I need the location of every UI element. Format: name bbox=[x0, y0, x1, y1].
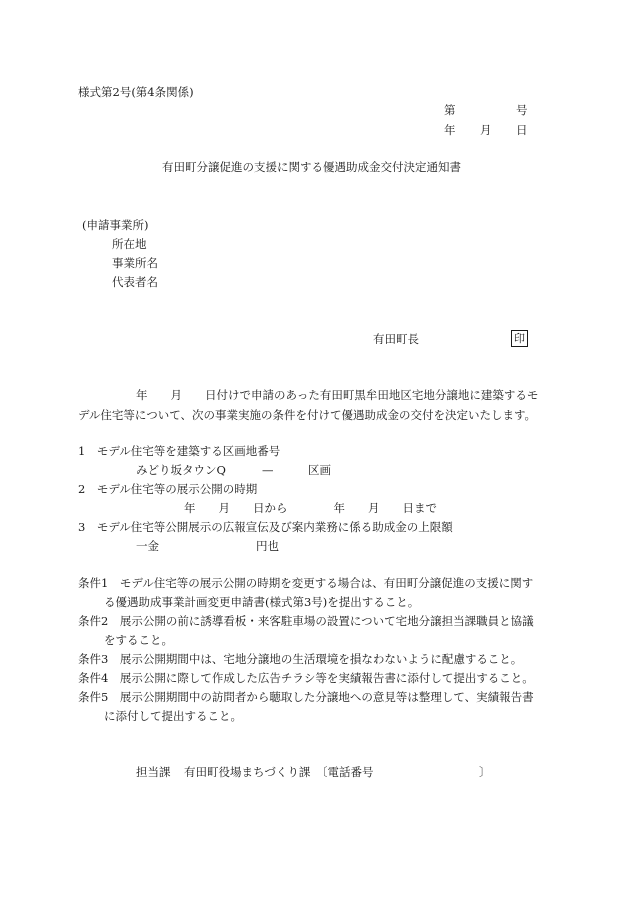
recipient-heading: (申請事業所) bbox=[82, 218, 149, 232]
body-line-1: 年 月 日付けで申請のあった有田町黒牟田地区宅地分譲地に建築するモ bbox=[136, 388, 539, 402]
item-1-label: 1 モデル住宅等を建築する区画地番号 bbox=[78, 444, 281, 458]
condition-2: 条件2 展示公開の前に誘導看板・来客駐車場の設置について宅地分譲担当課職員と協議 bbox=[78, 614, 534, 628]
item-1-value-dash: — bbox=[262, 463, 274, 477]
document-number-suffix: 号 bbox=[516, 103, 528, 117]
condition-3: 条件3 展示公開期間中は、宅地分譲地の生活環境を損なわないように配慮すること。 bbox=[78, 652, 523, 666]
date-month-label: 月 bbox=[480, 123, 492, 137]
body-line-2: デル住宅等について、次の事業実施の条件を付けて優遇助成金の交付を決定いたします。 bbox=[78, 408, 537, 422]
form-number: 様式第2号(第4条関係) bbox=[78, 85, 194, 99]
condition-4: 条件4 展示公開に際して作成した広告チラシ等を実績報告書に添付して提出すること。 bbox=[78, 671, 534, 685]
department-name: 有田町役場まちづくり課 bbox=[184, 765, 311, 779]
item-1-value-unit: 区画 bbox=[308, 463, 331, 477]
date-year-label: 年 bbox=[444, 123, 456, 137]
item-3-value-suffix: 円也 bbox=[256, 539, 279, 553]
condition-2-continued: をすること。 bbox=[104, 633, 173, 647]
condition-5-continued: に添付して提出すること。 bbox=[104, 709, 242, 723]
date-day-label: 日 bbox=[516, 123, 528, 137]
item-2-value: 年 月 日から 年 月 日まで bbox=[184, 501, 437, 515]
condition-1: 条件1 モデル住宅等の展示公開の時期を変更する場合は、有田町分譲促進の支援に関す bbox=[78, 576, 534, 590]
representative-label: 代表者名 bbox=[112, 275, 158, 289]
item-2-label: 2 モデル住宅等の展示公開の時期 bbox=[78, 482, 258, 496]
phone-label: 〔電話番号 bbox=[316, 765, 374, 779]
condition-5: 条件5 展示公開期間中の訪問者から聴取した分譲地への意見等は整理して、実績報告書 bbox=[78, 690, 534, 704]
item-1-value-area: みどり坂タウンQ bbox=[136, 463, 226, 477]
document-number-label: 第 bbox=[444, 103, 456, 117]
item-3-value-prefix: 一金 bbox=[136, 539, 159, 553]
office-name-label: 事業所名 bbox=[112, 256, 158, 270]
document-title: 有田町分譲促進の支援に関する優遇助成金交付決定通知書 bbox=[162, 160, 461, 174]
item-3-label: 3 モデル住宅等公開展示の広報宣伝及び案内業務に係る助成金の上限額 bbox=[78, 520, 453, 534]
address-label: 所在地 bbox=[112, 237, 147, 251]
issuer-name: 有田町長 bbox=[373, 332, 419, 346]
department-label: 担当課 bbox=[136, 765, 171, 779]
phone-close-bracket: 〕 bbox=[479, 765, 491, 779]
seal-icon: 印 bbox=[511, 330, 528, 347]
condition-1-continued: る優遇助成事業計画変更申請書(様式第3号)を提出すること。 bbox=[104, 595, 420, 609]
